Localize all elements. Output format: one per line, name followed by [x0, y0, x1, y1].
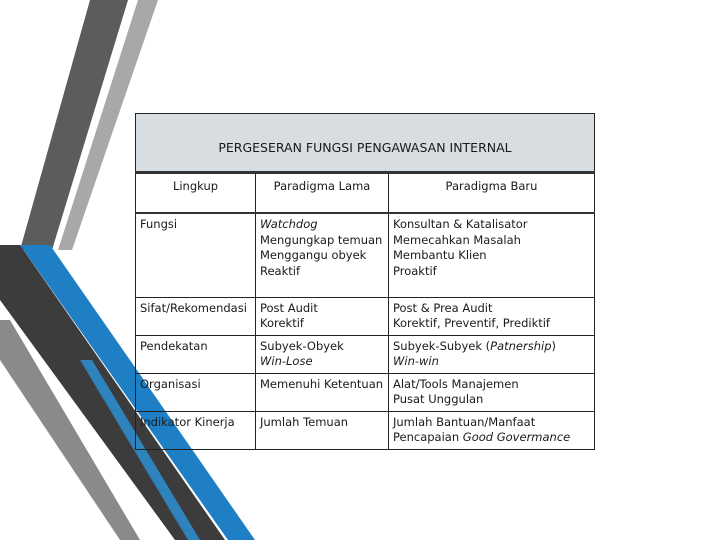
row-scope: Fungsi: [136, 213, 256, 297]
new-line: Konsultan & Katalisator: [393, 217, 528, 231]
row-new: [389, 335, 595, 373]
new-line: Post & Prea Audit: [393, 300, 493, 315]
old-line: Subyek-Obyek: [260, 338, 344, 353]
new-line: Alat/Tools Manajemen: [393, 376, 519, 391]
row-old: [256, 213, 389, 297]
table-row: [136, 373, 595, 411]
new-line: Membantu Klien: [393, 248, 487, 262]
old-line: Korektif: [260, 316, 304, 330]
old-line: Post Audit: [260, 300, 318, 315]
table-row: [136, 213, 595, 297]
table-title: PERGESERAN FUNGSI PENGAWASAN INTERNAL: [136, 114, 595, 173]
new-line: Korektif, Preventif, Prediktif: [393, 316, 550, 330]
table-row: [136, 297, 595, 335]
row-scope: Organisasi: [136, 373, 256, 411]
row-old: [256, 373, 389, 411]
new-line: Jumlah Bantuan/Manfaat: [393, 414, 536, 429]
header-new: Paradigma Baru: [389, 173, 595, 214]
old-line: Watchdog: [260, 217, 318, 231]
row-old: [256, 411, 389, 449]
new-text: Subyek-Subyek (: [393, 338, 491, 353]
new-line: [393, 339, 590, 355]
row-scope: Indikator Kinerja: [136, 411, 256, 449]
new-text-italic: Patnership: [490, 338, 552, 353]
old-line: Reaktif: [260, 263, 301, 278]
new-line: Pusat Unggulan: [393, 392, 484, 406]
table-title-row: [136, 114, 595, 173]
row-new: [389, 297, 595, 335]
row-new: [389, 411, 595, 449]
row-new: [389, 373, 595, 411]
new-text: Pencapaian: [393, 430, 463, 444]
old-line: Mengungkap temuan: [260, 232, 383, 247]
old-line: Menggangu obyek: [260, 248, 367, 262]
new-line: Win-win: [393, 354, 439, 368]
row-old: [256, 297, 389, 335]
row-scope: Pendekatan: [136, 335, 256, 373]
new-text: ): [551, 338, 557, 353]
old-line: Win-Lose: [260, 354, 313, 368]
table-header-row: [136, 173, 595, 214]
new-line: Memecahkan Masalah: [393, 232, 521, 247]
row-new: [389, 213, 595, 297]
paradigm-table: [135, 113, 595, 450]
table-row: [136, 335, 595, 373]
table-row: [136, 411, 595, 449]
row-old: [256, 335, 389, 373]
old-line: Jumlah Temuan: [260, 414, 349, 429]
row-scope: Sifat/Rekomendasi: [136, 297, 256, 335]
header-old: Paradigma Lama: [256, 173, 389, 214]
new-text-italic: Good Govermance: [462, 430, 571, 444]
old-line: Memenuhi Ketentuan: [260, 376, 384, 391]
header-scope: Lingkup: [136, 173, 256, 214]
new-line: [393, 430, 590, 446]
new-line: Proaktif: [393, 263, 437, 278]
